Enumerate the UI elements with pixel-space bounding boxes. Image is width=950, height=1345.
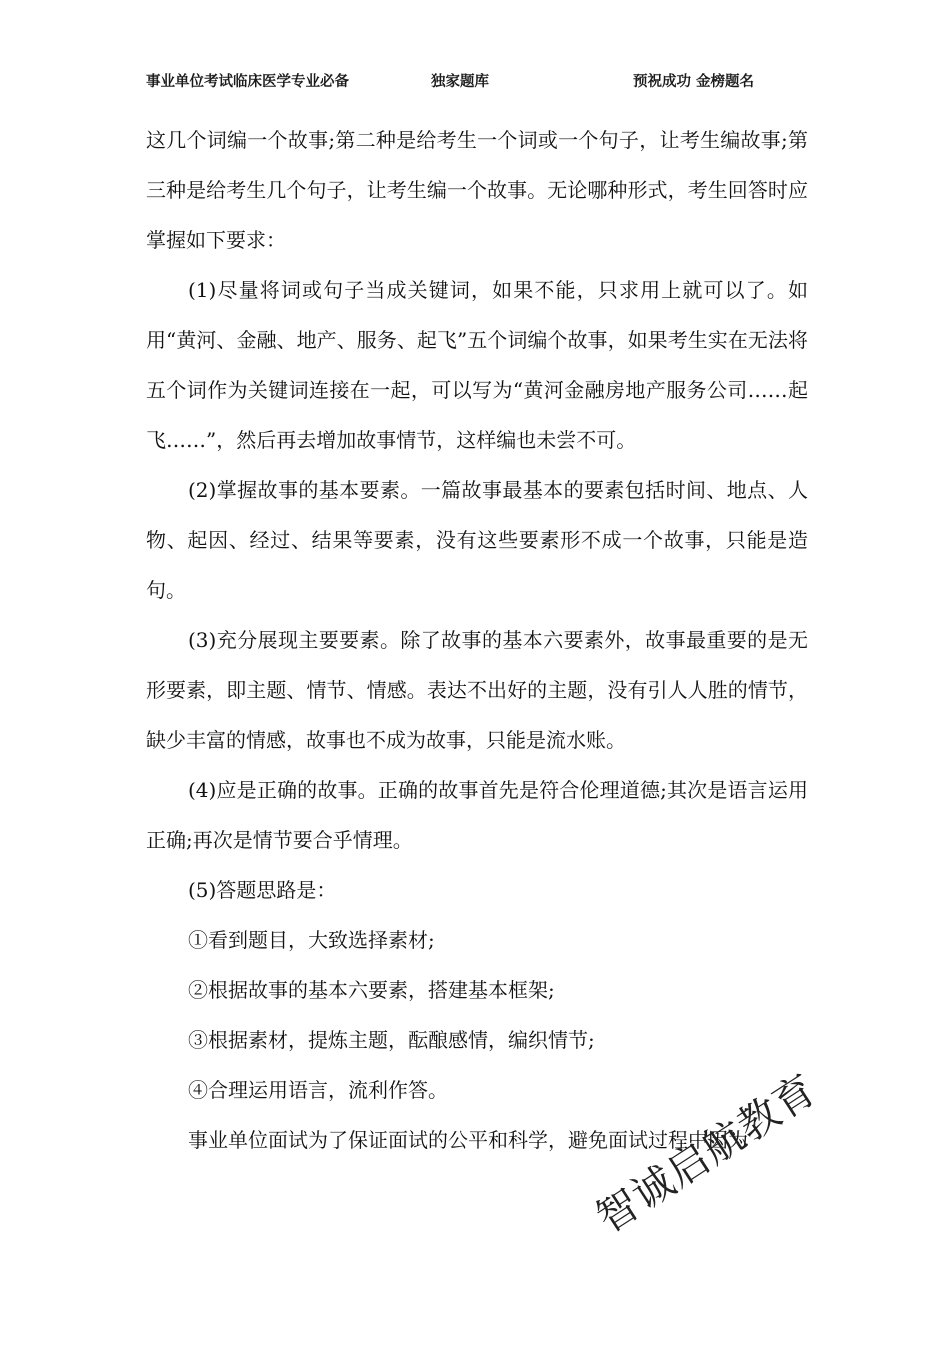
- paragraph-intro: 这几个词编一个故事;第二种是给考生一个词或一个句子，让考生编故事;第三种是给考生几个句子，让考生编一个故事。无论哪种形式，考生回答时应掌握如下要求：: [146, 128, 808, 252]
- paragraph-requirement-4: (4)应是正确的故事。正确的故事首先是符合伦理道德;其次是语言运用正确;再次是情节要合乎情理。: [146, 778, 808, 852]
- paragraph-requirement-5: (5)答题思路是：: [188, 878, 337, 902]
- list-item-step-1: ①看到题目，大致选择素材;: [188, 928, 435, 952]
- list-item-step-3: ③根据素材，提炼主题，酝酿感情，编织情节;: [188, 1028, 595, 1052]
- paragraph-requirement-2: (2)掌握故事的基本要素。一篇故事最基本的要素包括时间、地点、人物、起因、经过、结果等要素，没有这些要素形不成一个故事，只能是造句。: [146, 478, 808, 602]
- list-item-step-4: ④合理运用语言，流利作答。: [188, 1078, 448, 1102]
- header-middle-text: 独家题库: [431, 74, 489, 90]
- paragraph-requirement-3: (3)充分展现主要要素。除了故事的基本六要素外，故事最重要的是无形要素，即主题、情节、情感。表达不出好的主题，没有引人人胜的情节，缺少丰富的情感，故事也不成为故事，只能是流水账。: [146, 628, 808, 752]
- header-left-text: 事业单位考试临床医学专业必备: [146, 74, 349, 90]
- watermark: 智诚启航教育: [587, 1064, 826, 1243]
- page-header: [146, 70, 806, 94]
- paragraph-requirement-1: (1)尽量将词或句子当成关键词，如果不能，只求用上就可以了。如用“黄河、金融、地产、服务、起飞”五个词编个故事，如果考生实在无法将五个词作为关键词连接在一起，可以写为“黄河金融房地产服务公司……起飞……”，然后再去增加故事情节，这样编也未尝不可。: [146, 278, 808, 452]
- paragraph-closing: 事业单位面试为了保证面试的公平和科学，避免面试过程中因为: [188, 1128, 748, 1152]
- document-body: [146, 115, 808, 1165]
- list-item-step-2: ②根据故事的基本六要素，搭建基本框架;: [188, 978, 555, 1002]
- header-right-text: 预祝成功 金榜题名: [633, 74, 755, 90]
